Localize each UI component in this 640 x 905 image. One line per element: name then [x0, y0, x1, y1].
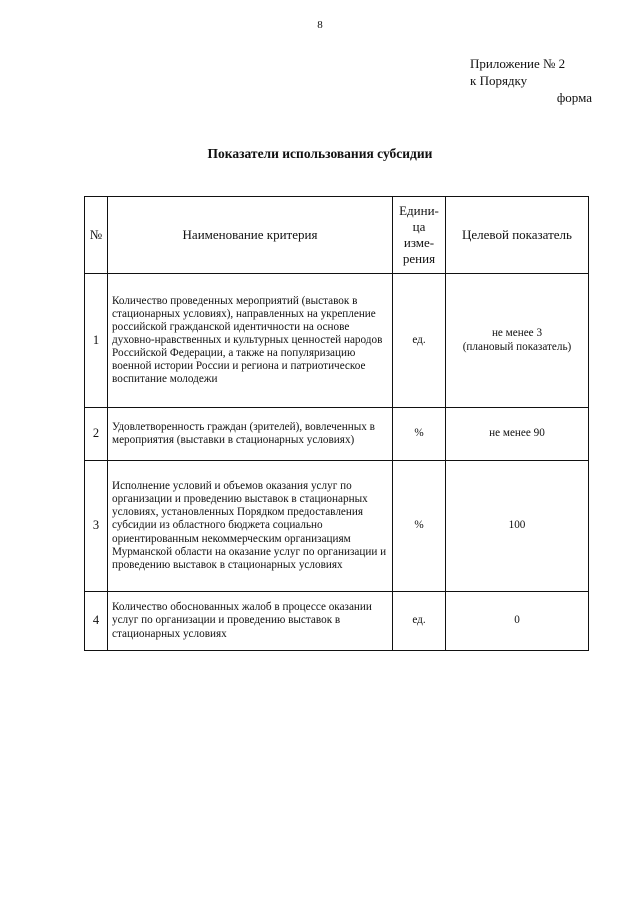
- header-target: Целевой показатель: [446, 197, 589, 274]
- annex-line-2: к Порядку: [470, 73, 528, 88]
- row-num: 1: [85, 274, 108, 408]
- header-unit-line: Едини-: [399, 203, 439, 218]
- header-unit-line: изме-: [403, 235, 435, 250]
- header-unit-line: рения: [402, 251, 436, 266]
- row-num: 4: [85, 592, 108, 651]
- table-row: [85, 408, 589, 461]
- table-row: [85, 461, 589, 592]
- annex-line-1: Приложение № 2: [470, 56, 566, 71]
- row-target: [446, 274, 589, 408]
- row-num: 2: [85, 408, 108, 461]
- row-unit: ед.: [393, 592, 446, 651]
- row-target-line: (плановый показатель): [462, 340, 572, 353]
- header-name: Наименование критерия: [108, 197, 393, 274]
- header-unit: [393, 197, 446, 274]
- row-target-line: не менее 3: [491, 327, 543, 340]
- table-header-row: [85, 197, 589, 274]
- header-unit-line: ца: [412, 219, 426, 234]
- row-target: 100: [446, 461, 589, 592]
- annex-form-label: форма: [556, 90, 592, 105]
- criteria-table: [84, 196, 589, 651]
- row-criterion: Исполнение условий и объемов оказания услуг по организации и проведению выставок в стационарных условиях, установленных Порядком предоставления субсидии из областного бюджета социально ориентированным некоммерческим организациям Мурманской области на оказание услуг по организации и проведению выставок в стационарных условиях: [108, 461, 393, 592]
- row-criterion: Количество обоснованных жалоб в процессе оказании услуг по организации и проведению выставок в стационарных условиях: [108, 592, 393, 651]
- row-unit: ед.: [393, 274, 446, 408]
- table-row: [85, 274, 589, 408]
- row-unit: %: [393, 461, 446, 592]
- page-number: 8: [317, 19, 323, 31]
- row-criterion: Количество проведенных мероприятий (выставок в стационарных условиях), направленных на укрепление российской гражданской идентичности на основе духовно-нравственных и культурных ценностей народов Российской Федерации, а также на популяризацию военной истории России и региона и патриотическое воспитание молодежи: [108, 274, 393, 408]
- row-criterion: Удовлетворенность граждан (зрителей), вовлеченных в мероприятия (выставки в стационарных условиях): [108, 408, 393, 461]
- row-target: 0: [446, 592, 589, 651]
- annex-reference: [470, 55, 592, 106]
- document-title: Показатели использования субсидии: [207, 146, 433, 161]
- row-unit: %: [393, 408, 446, 461]
- header-num: №: [85, 197, 108, 274]
- row-target: не менее 90: [446, 408, 589, 461]
- table-row: [85, 592, 589, 651]
- row-num: 3: [85, 461, 108, 592]
